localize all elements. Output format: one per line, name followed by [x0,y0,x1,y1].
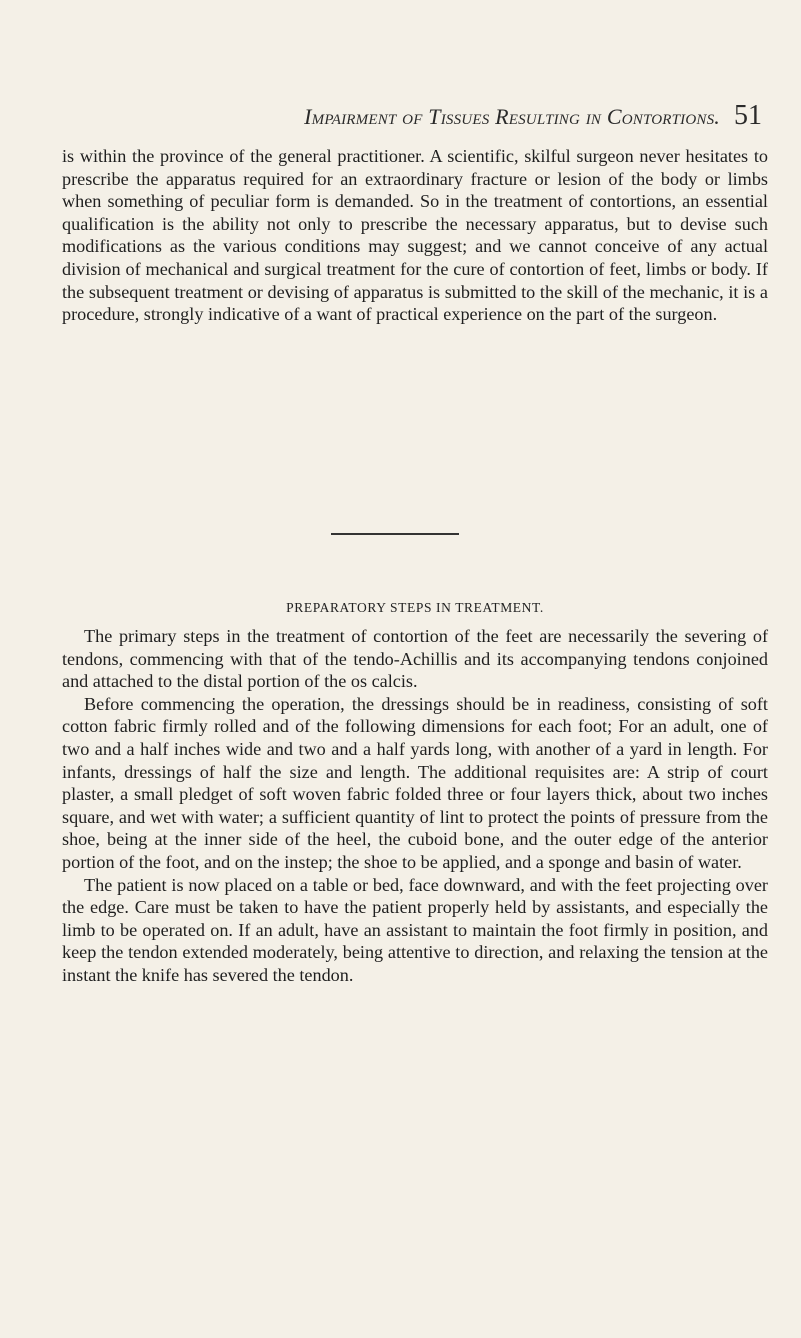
paragraph: is within the province of the general practitioner. A scientific, skilful surgeon never hesitates to prescribe the apparatus required for an extraordinary fracture or lesion of the body or limbs when something of peculiar form is demanded. So in the treatment of contortions, an essential qualification is the ability not only to prescribe the necessary apparatus, but to devise such modifications as the various conditions may suggest; and we cannot conceive of any actual division of mechanical and surgical treatment for the cure of contortion of feet, limbs or body. If the subsequent treatment or devising of apparatus is submitted to the skill of the mechanic, it is a procedure, strongly indicative of a want of practical experience on the part of the surgeon. [62,146,768,325]
paragraph: The patient is now placed on a table or bed, face downward, and with the feet projecting over the edge. Care must be taken to have the patient properly held by assistants, and especially the limb to be operated on. If an adult, have an assistant to maintain the foot firmly in position, and keep the tendon extended moderately, being attentive to direction, and relaxing the tension at the instant the knife has severed the tendon. [62,874,768,985]
continuation-text [62,145,768,326]
running-head [262,100,762,136]
paragraph: The primary steps in the treatment of contortion of the feet are necessarily the severing of tendons, commencing with that of the tendo-Achillis and its accompanying tendons conjoined and attached to the distal portion of the os calcis. [62,626,768,692]
section-divider [331,533,459,535]
section-text [62,625,768,987]
page-number: 51 [734,100,762,131]
paragraph: Before commencing the operation, the dressings should be in readiness, consisting of soft cotton fabric firmly rolled and of the following dimensions for each foot; For an adult, one of two and a half inches wide and two and a half yards long, with another of a yard in length. For infants, dressings of half the size and length. The additional requisites are: A strip of court plaster, a small pledget of soft woven fabric folded three or four layers thick, about two inches square, and wet with water; a sufficient quantity of lint to protect the points of pressure from the shoe, being at the inner side of the heel, the cuboid bone, and the outer edge of the anterior portion of the foot, and on the instep; the shoe to be applied, and a sponge and basin of water. [62,693,768,872]
section-heading: PREPARATORY STEPS IN TREATMENT. [286,600,544,615]
running-title: Impairment of Tissues Resulting in Contortions. [304,104,720,129]
